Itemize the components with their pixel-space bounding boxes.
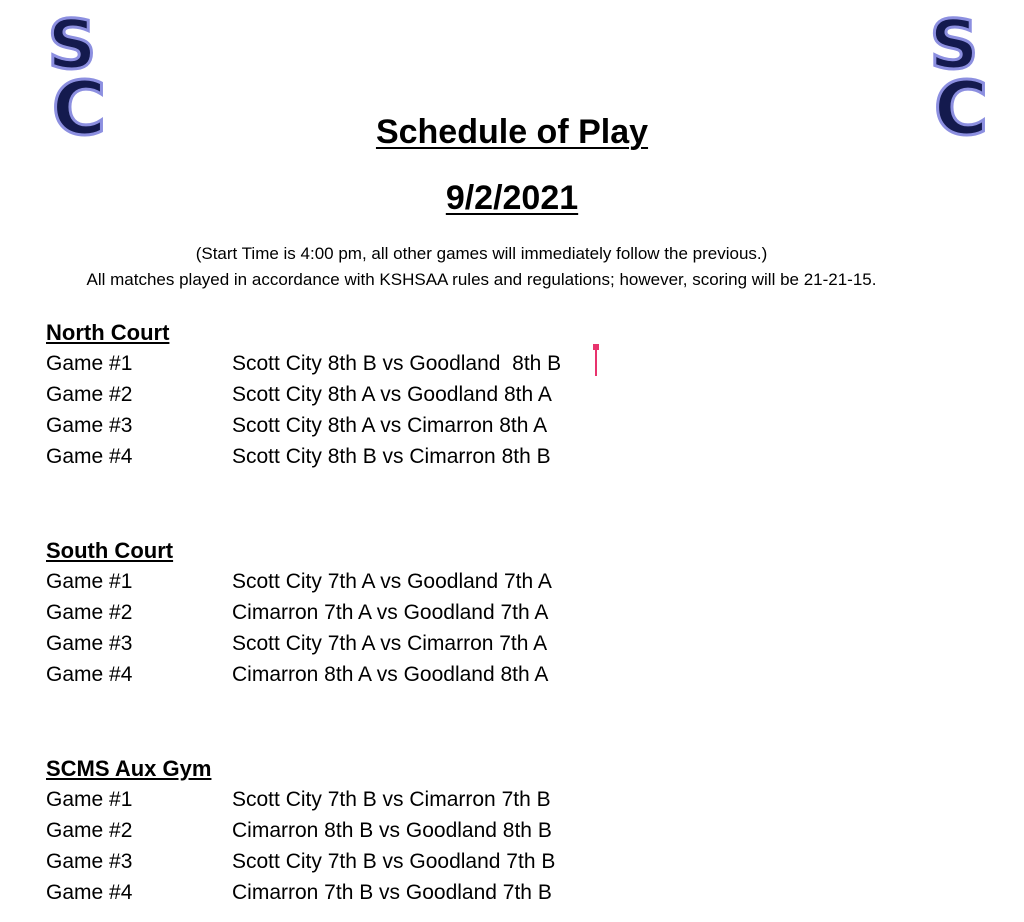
game-match: Cimarron 8th B vs Goodland 8th B xyxy=(232,819,552,842)
start-time-note: (Start Time is 4:00 pm, all other games will immediately follow the previous.) xyxy=(195,244,768,263)
game-label: Game #3 xyxy=(46,414,133,437)
game-row xyxy=(46,348,562,379)
game-match: Scott City 7th B vs Cimarron 7th B xyxy=(232,788,551,811)
game-row xyxy=(46,597,549,628)
game-match: Cimarron 7th A vs Goodland 7th A xyxy=(232,601,549,624)
game-row xyxy=(46,628,548,659)
text-cursor xyxy=(595,344,597,376)
court-section-aux-gym xyxy=(46,753,556,908)
game-label: Game #2 xyxy=(46,601,133,624)
game-label: Game #2 xyxy=(46,819,133,842)
game-match: Scott City 8th B vs Goodland 8th B xyxy=(232,352,562,375)
game-match: Scott City 7th B vs Goodland 7th B xyxy=(232,850,556,873)
svg-text:S: S xyxy=(47,8,97,85)
svg-text:C: C xyxy=(933,66,989,138)
game-label: Game #3 xyxy=(46,632,133,655)
court-title: North Court xyxy=(46,320,170,345)
svg-text:S: S xyxy=(929,8,979,85)
game-label: Game #4 xyxy=(46,663,133,686)
game-row xyxy=(46,815,552,846)
game-label: Game #3 xyxy=(46,850,133,873)
game-row xyxy=(46,659,549,690)
game-row xyxy=(46,877,552,908)
game-match: Scott City 8th B vs Cimarron 8th B xyxy=(232,445,551,468)
game-match: Scott City 8th A vs Cimarron 8th A xyxy=(232,414,548,437)
game-row xyxy=(46,784,551,815)
game-label: Game #4 xyxy=(46,445,133,468)
court-section-south xyxy=(46,535,552,690)
page-title: Schedule of Play xyxy=(375,113,649,151)
court-title: South Court xyxy=(46,538,174,563)
court-title: SCMS Aux Gym xyxy=(46,756,212,781)
game-label: Game #4 xyxy=(46,881,133,904)
game-match: Scott City 8th A vs Goodland 8th A xyxy=(232,383,552,406)
game-match: Cimarron 8th A vs Goodland 8th A xyxy=(232,663,549,686)
game-label: Game #1 xyxy=(46,352,133,375)
game-label: Game #1 xyxy=(46,788,133,811)
svg-text:C: C xyxy=(51,66,107,138)
game-row xyxy=(46,410,548,441)
court-section-north xyxy=(46,317,562,472)
rules-note: All matches played in accordance with KSHSAA rules and regulations; however, scoring will be 21-21-15. xyxy=(86,270,877,289)
game-match: Scott City 7th A vs Goodland 7th A xyxy=(232,570,552,593)
game-match: Cimarron 7th B vs Goodland 7th B xyxy=(232,881,552,904)
game-label: Game #1 xyxy=(46,570,133,593)
game-row xyxy=(46,846,556,877)
game-match: Scott City 7th A vs Cimarron 7th A xyxy=(232,632,548,655)
schedule-date: 9/2/2021 xyxy=(445,179,579,217)
game-label: Game #2 xyxy=(46,383,133,406)
game-row xyxy=(46,379,552,410)
game-row xyxy=(46,441,551,472)
game-row xyxy=(46,566,552,597)
